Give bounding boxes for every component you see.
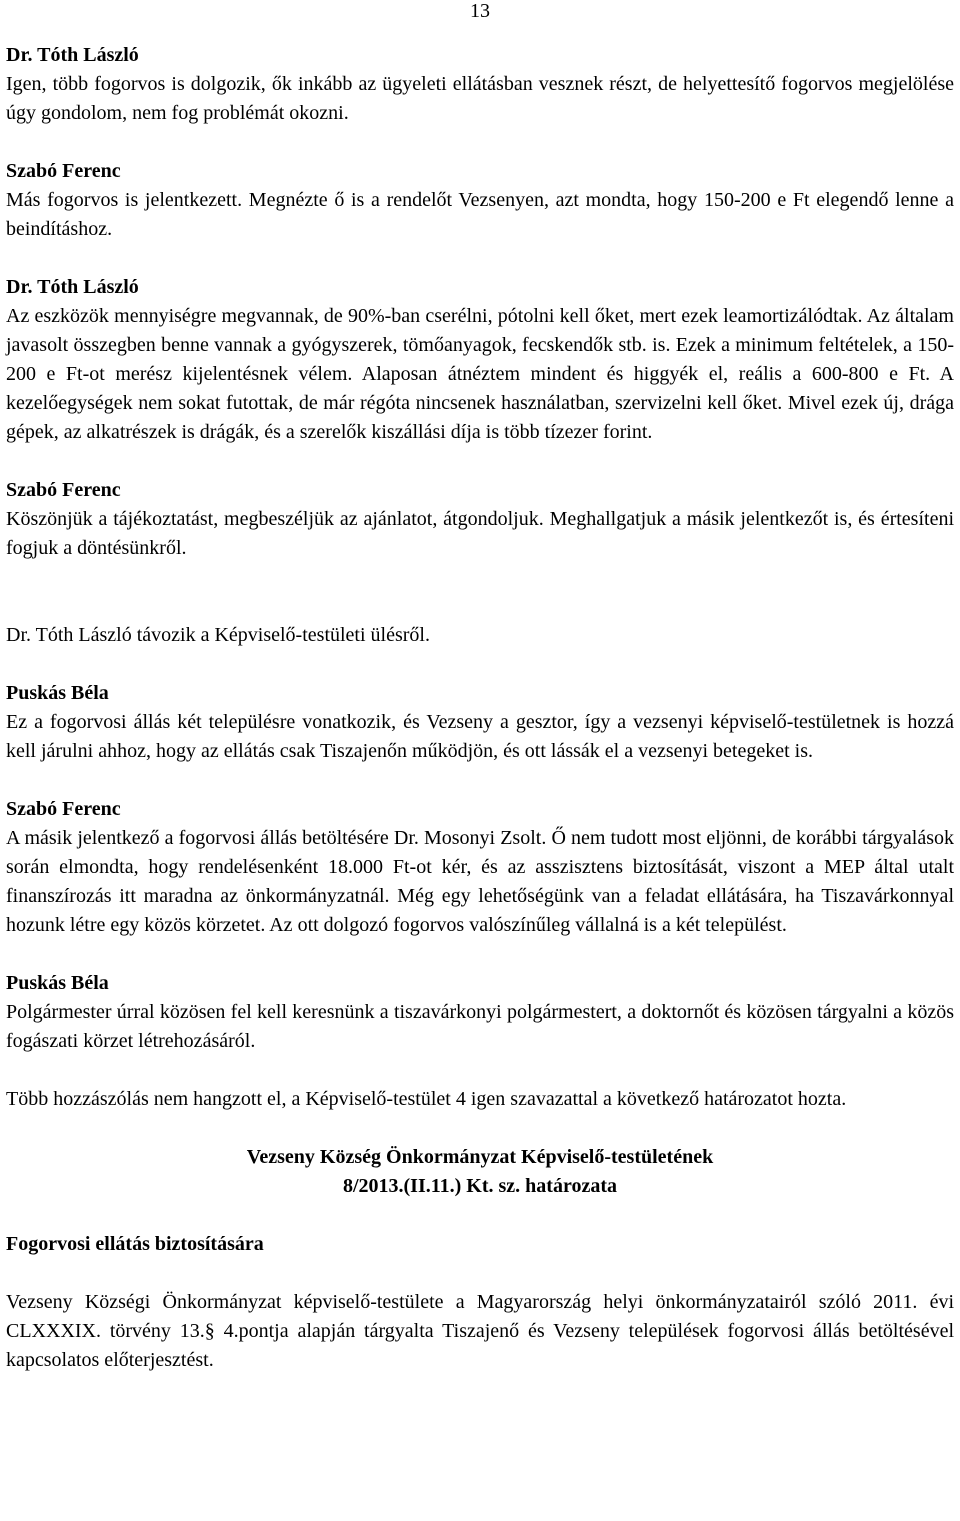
speech-block [6,157,954,244]
speech-text: Polgármester úrral közösen fel kell keresnünk a tiszavárkonyi polgármestert, a doktornőt és közösen tárgyalni a közös fogászati körzet létrehozásáról. [6,1001,954,1052]
speech-text: Ez a fogorvosi állás két településre vonatkozik, és Vezseny a gesztor, így a vezsenyi képviselő-testületnek is hozzá kell járulni ahhoz, hogy az ellátás csak Tiszajenőn működjön, és ott lássák el a vezsenyi betegeket is. [6,711,954,762]
speaker-name: Szabó Ferenc [6,479,121,501]
speech-text: Más fogorvos is jelentkezett. Megnézte ő is a rendelőt Vezsenyen, azt mondta, hogy 150-200 e Ft elegendő lenne a beindításhoz. [6,189,954,240]
speech-block [6,795,954,940]
speech-block [6,476,954,563]
page-number: 13 [470,0,490,22]
speech-text: A másik jelentkező a fogorvosi állás betöltésére Dr. Mosonyi Zsolt. Ő nem tudott most eljönni, de korábbi tárgyalások során elmondta, hogy rendelésenként 18.000 Ft-ot kér, és az asszisztens biztosítását, viszont a MEP által utalt finanszírozás itt maradna az önkormányzatnál. Még egy lehetőségünk van a feladat ellátására, ha Tiszavárkonnyal hozunk létre egy közös körzetet. Az ott dolgozó fogorvos valószínűleg vállalná is a két települést. [6,827,954,936]
resolution-title: Vezseny Község Önkormányzat Képviselő-testületének [246,1146,714,1168]
vote-statement [6,1085,954,1114]
speech-block [6,679,954,766]
speaker-name: Dr. Tóth László [6,44,139,66]
resolution-body: Vezseny Községi Önkormányzat képviselő-testülete a Magyarország helyi önkormányzatairól szóló 2011. évi CLXXXIX. törvény 13.§ 4.pontja alapján tárgyalta Tiszajenő és Vezseny települések fogorvosi állás betöltésével kapcsolatos előterjesztést. [6,1291,954,1371]
speech-block [6,273,954,447]
speech-text: Az eszközök mennyiségre megvannak, de 90%-ban cserélni, pótolni kell őket, mert ezek leamortizálódtak. Az általam javasolt összegben benne vannak a gyógyszerek, tömőanyagok, fecskendők stb. is. Ezek a minimum feltételek, a 150-200 e Ft-ot merész kijelentésnek vélem. Alaposan átnéztem mindent és higgyék el, reális a 600-800 e Ft. A kezelőegységek nem sokat futottak, de már régóta nincsenek használatban, szervizelni kell őket. Mivel ezek új, drága gépek, az alkatrészek is drágák, és a szerelők kiszállási díja is több tízezer forint. [6,305,954,443]
resolution [6,1143,954,1375]
speaker-name: Dr. Tóth László [6,276,139,298]
resolution-subject: Fogorvosi ellátás biztosítására [6,1233,264,1255]
speech-text: Igen, több fogorvos is dolgozik, ők inkább az ügyeleti ellátásban vesznek részt, de helyettesítő fogorvos megjelölése úgy gondolom, nem fog problémát okozni. [6,73,954,124]
speaker-name: Puskás Béla [6,972,109,994]
speech-block [6,969,954,1056]
speaker-name: Szabó Ferenc [6,798,121,820]
speaker-name: Puskás Béla [6,682,109,704]
document-body [6,41,954,1375]
procedural-note [6,621,954,650]
speech-text: Köszönjük a tájékoztatást, megbeszéljük az ajánlatot, átgondoljuk. Meghallgatjuk a másik jelentkezőt is, és értesíteni fogjuk a döntésünkről. [6,508,954,559]
speech-block [6,41,954,128]
speaker-name: Szabó Ferenc [6,160,121,182]
resolution-number: 8/2013.(II.11.) Kt. sz. határozata [342,1175,618,1197]
note-text: Dr. Tóth László távozik a Képviselő-testületi ülésről. [6,624,430,646]
vote-text: Több hozzászólás nem hangzott el, a Képviselő-testület 4 igen szavazattal a következő határozatot hozta. [6,1088,847,1110]
